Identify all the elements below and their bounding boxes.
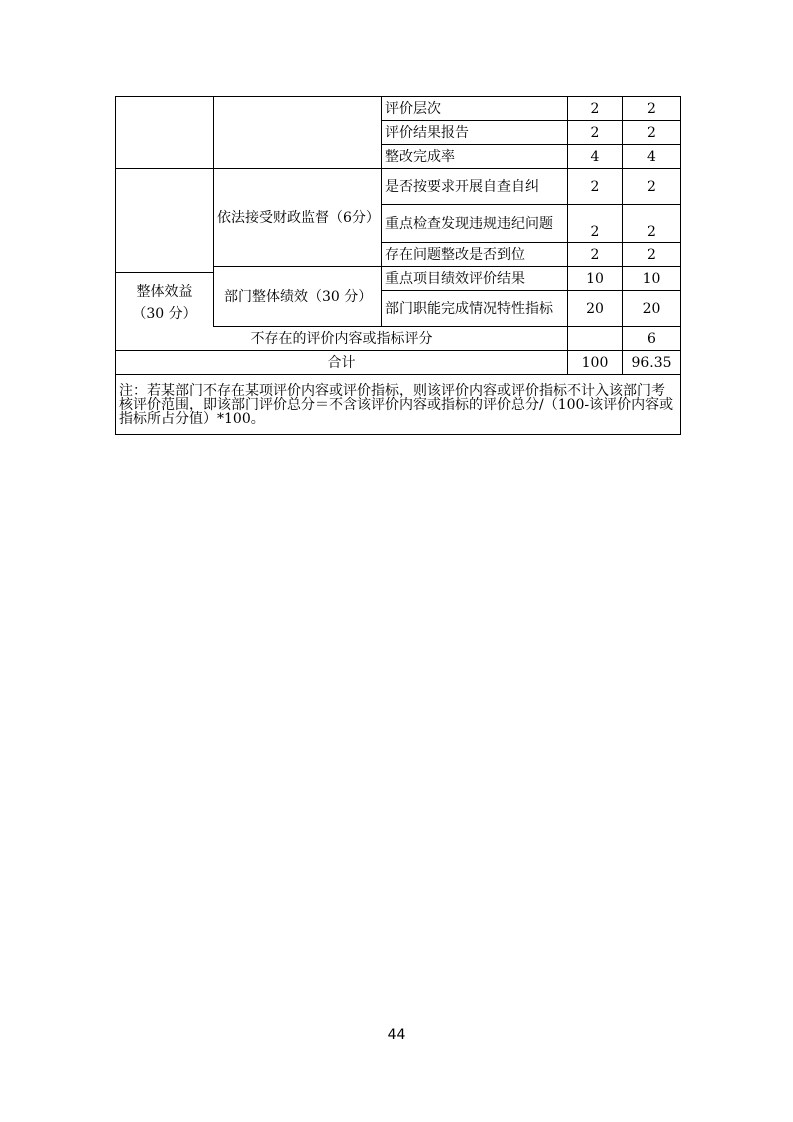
nonexistent-full-cell	[568, 327, 623, 351]
table-row	[116, 351, 681, 375]
full-score-cell: 4	[568, 145, 623, 169]
score-cell: 2	[623, 121, 681, 145]
full-score-cell: 10	[568, 267, 623, 291]
table-row	[116, 169, 681, 205]
total-full-cell: 100	[568, 351, 623, 375]
indicator-cell: 重点检查发现违规违纪问题	[382, 205, 568, 243]
indicator-cell: 重点项目绩效评价结果	[382, 267, 568, 291]
score-cell: 2	[623, 97, 681, 121]
indicator-cell: 是否按要求开展自查自纠	[382, 169, 568, 205]
group-supervision-cell: 依法接受财政监督（6分）	[214, 169, 382, 267]
indicator-cell: 部门职能完成情况特性指标	[382, 291, 568, 327]
evaluation-table	[115, 96, 681, 435]
page-number: 44	[387, 1027, 406, 1043]
score-cell: 2	[623, 243, 681, 267]
indicator-cell: 存在问题整改是否到位	[382, 243, 568, 267]
full-score-cell: 2	[568, 169, 623, 205]
indicator-cell: 评价结果报告	[382, 121, 568, 145]
score-cell: 2	[623, 205, 681, 243]
score-cell: 10	[623, 267, 681, 291]
full-score-cell: 2	[568, 243, 623, 267]
group-cell-empty	[214, 97, 382, 169]
score-cell: 4	[623, 145, 681, 169]
score-cell: 2	[623, 169, 681, 205]
group-overall-cell: 部门整体绩效（30 分）	[214, 267, 382, 327]
category-overall-label	[116, 272, 213, 333]
nonexistent-score-cell: 6	[623, 327, 681, 351]
total-score-cell: 96.35	[623, 351, 681, 375]
score-cell: 20	[623, 291, 681, 327]
indicator-cell: 评价层次	[382, 97, 568, 121]
total-label-cell: 合计	[116, 351, 568, 375]
nonexistent-label-cell: 不存在的评价内容或指标评分	[116, 327, 568, 351]
category-cell-empty	[116, 97, 214, 169]
full-score-cell: 2	[568, 205, 623, 243]
note-cell: 注：若某部门不存在某项评价内容或评价指标，则该评价内容或评价指标不计入该部门考核评价范围，即该部门评价总分＝不含该评价内容或指标的评价总分/（100-该评价内容或指标所占分值）*100。	[116, 375, 681, 435]
full-score-cell: 20	[568, 291, 623, 327]
full-score-cell: 2	[568, 97, 623, 121]
category-overall-text: 整体效益（30 分）	[132, 284, 197, 322]
table-row	[116, 375, 681, 435]
indicator-cell: 整改完成率	[382, 145, 568, 169]
table-row	[116, 97, 681, 121]
full-score-cell: 2	[568, 121, 623, 145]
